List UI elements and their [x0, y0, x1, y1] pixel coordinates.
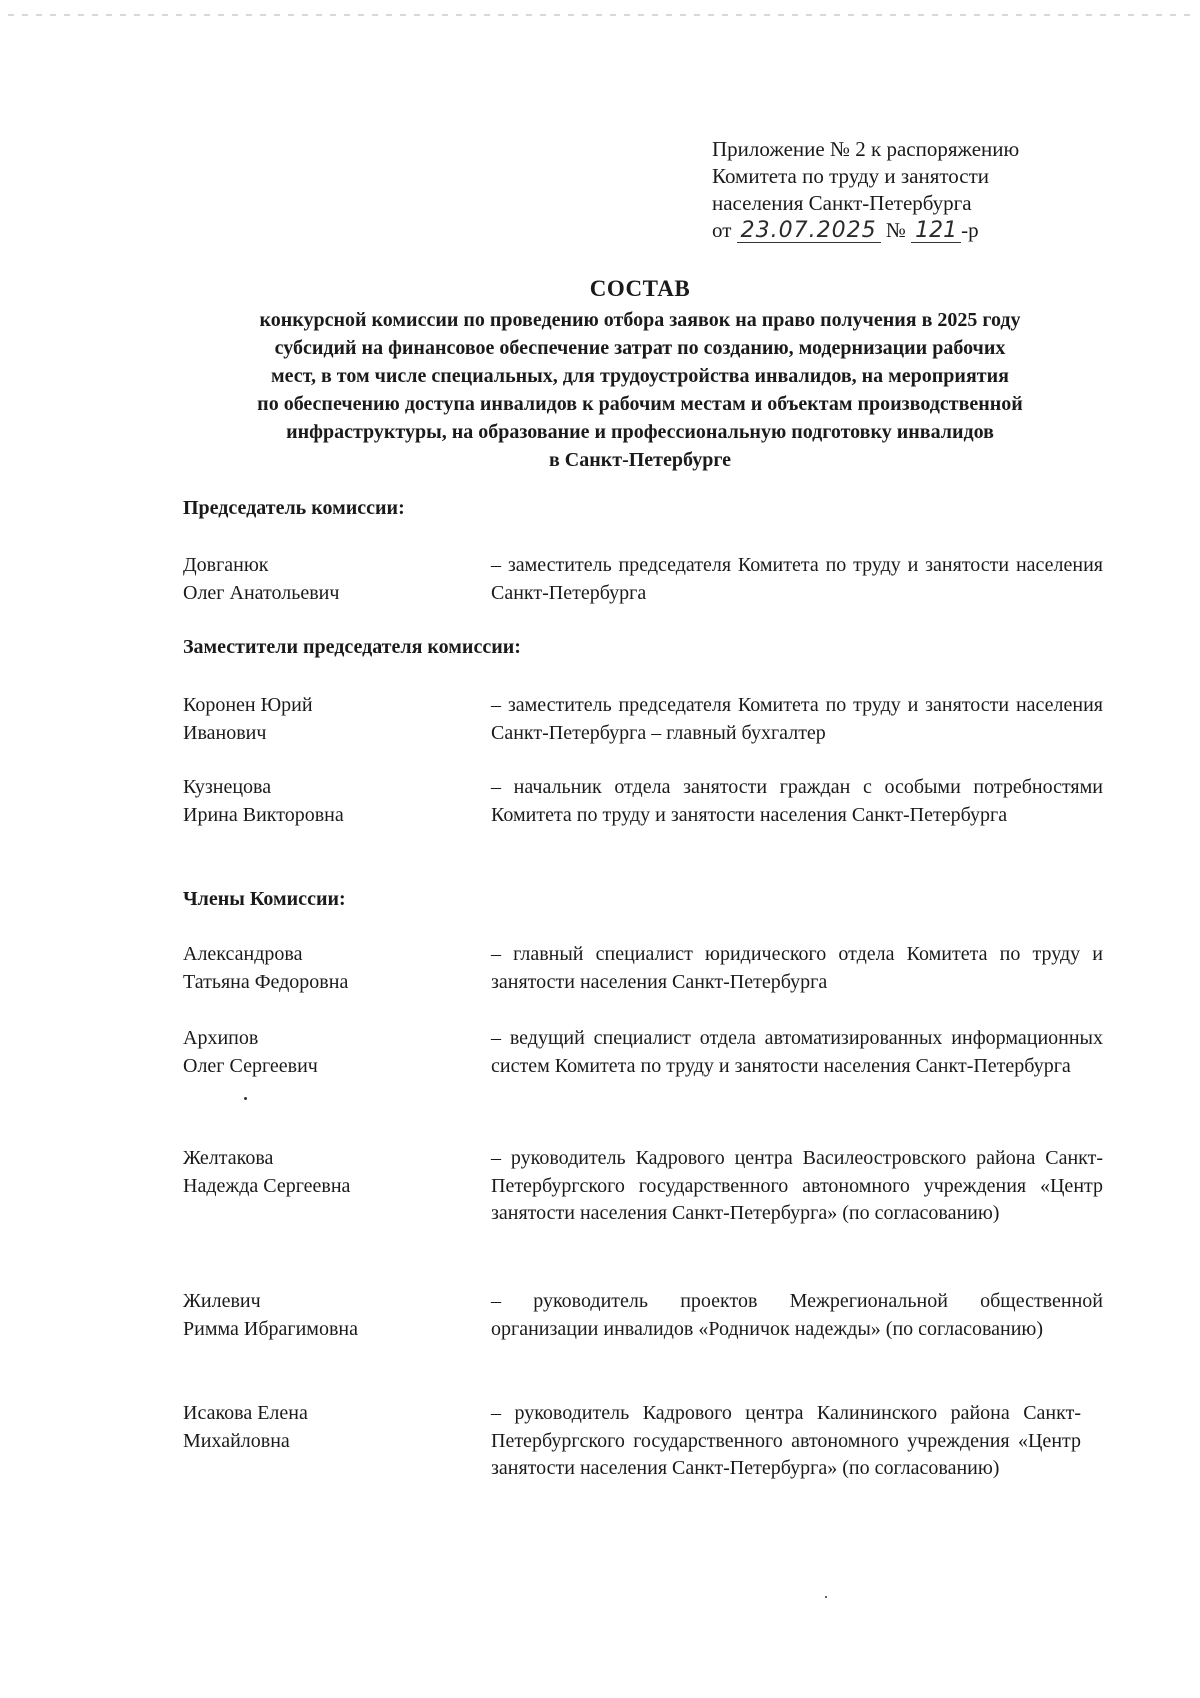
- person-entry: [183, 1400, 1103, 1515]
- person-name: [183, 774, 463, 829]
- person-entry: [183, 552, 1103, 612]
- person-role: – начальник отдела занятости граждан с особыми потребностями Комитета по труду и занятости населения Санкт-Петербурга: [491, 776, 1103, 826]
- person-given-name: Надежда Сергеевна: [183, 1174, 351, 1197]
- person-role: – заместитель председателя Комитета по труду и занятости населения Санкт-Петербурга – главный бухгалтер: [491, 694, 1103, 744]
- scan-edge-artifact: [8, 14, 1192, 16]
- person-name: [183, 1288, 463, 1343]
- title-subtitle: [170, 306, 1110, 474]
- person-role: – руководитель проектов Межрегиональной общественной организации инвалидов «Родничок надежды» (по согласованию): [491, 1290, 1103, 1340]
- title-heading: СОСТАВ: [589, 276, 691, 301]
- person-name: [183, 552, 463, 607]
- person-surname: Жилевич: [183, 1290, 261, 1312]
- person-entry: [183, 941, 1103, 1001]
- appendix-line-2: Комитета по труду и занятости: [712, 164, 990, 188]
- person-entry: [183, 1145, 1103, 1260]
- person-name: [183, 692, 463, 747]
- appendix-line-1: Приложение № 2 к распоряжению: [712, 137, 1020, 161]
- person-surname: Коронен Юрий: [183, 694, 313, 716]
- person-role: – главный специалист юридического отдела Комитета по труду и занятости населения Санкт-Петербурга: [491, 943, 1103, 993]
- person-entry: [183, 774, 1103, 859]
- appendix-date-line: [712, 217, 1132, 244]
- person-given-name: Михайловна: [183, 1429, 290, 1452]
- person-name: [183, 1145, 463, 1200]
- person-given-name: Олег Анатольевич: [183, 581, 340, 604]
- scan-speck: [825, 1596, 827, 1598]
- appendix-line-3: населения Санкт-Петербурга: [712, 191, 972, 215]
- title-line-6: в Санкт-Петербурге: [548, 449, 732, 471]
- person-name: [183, 941, 463, 996]
- person-given-name: Татьяна Федоровна: [183, 970, 349, 993]
- person-surname: Довганюк: [183, 554, 269, 576]
- person-name: [183, 1400, 463, 1455]
- person-surname: Александрова: [183, 943, 303, 965]
- title-line-3: мест, в том числе специальных, для трудоустройства инвалидов, на мероприятия: [271, 365, 1009, 387]
- person-entry: [183, 1288, 1103, 1373]
- document-title: [170, 274, 1110, 474]
- person-role: – руководитель Кадрового центра Василеостровского района Санкт-Петербургского государственного автономного учреждения «Центр занятости населения Санкт-Петербурга» (по согласованию): [491, 1147, 1103, 1224]
- person-role: – ведущий специалист отдела автоматизированных информационных систем Комитета по труду и занятости населения Санкт-Петербурга: [491, 1027, 1103, 1077]
- person-surname: Кузнецова: [183, 776, 272, 798]
- handwritten-number: 121: [911, 220, 961, 243]
- person-given-name: Иванович: [183, 721, 267, 744]
- title-line-5: инфраструктуры, на образование и профессиональную подготовку инвалидов: [286, 421, 994, 443]
- person-role: – заместитель председателя Комитета по труду и занятости населения Санкт-Петербурга: [491, 554, 1103, 604]
- title-line-2: субсидий на финансовое обеспечение затрат по созданию, модернизации рабочих: [274, 337, 1006, 359]
- appendix-header: [712, 136, 1132, 244]
- number-suffix: -р: [961, 218, 979, 242]
- person-name: [183, 1025, 463, 1080]
- date-prefix: от: [712, 218, 732, 242]
- person-entry: [183, 1025, 1103, 1110]
- number-prefix: №: [885, 218, 906, 242]
- person-given-name: Олег Сергеевич: [183, 1054, 318, 1077]
- title-line-4: по обеспечению доступа инвалидов к рабочим местам и объектам производственной: [257, 393, 1023, 415]
- person-role: – руководитель Кадрового центра Калининского района Санкт-Петербургского государственного автономного учреждения «Центр занятости населения Санкт-Петербурга» (по согласованию): [491, 1402, 1081, 1479]
- title-line-1: конкурсной комиссии по проведению отбора заявок на право получения в 2025 году: [259, 309, 1021, 331]
- section-chair: Председатель комиссии:: [183, 497, 405, 519]
- scan-speck: [244, 1097, 247, 1100]
- person-surname: Исакова Елена: [183, 1402, 308, 1424]
- person-surname: Архипов: [183, 1027, 259, 1049]
- person-surname: Желтакова: [183, 1147, 274, 1169]
- section-members: Члены Комиссии:: [183, 888, 346, 910]
- person-given-name: Ирина Викторовна: [183, 803, 344, 826]
- person-given-name: Римма Ибрагимовна: [183, 1317, 358, 1340]
- person-entry: [183, 692, 1103, 752]
- section-deputies: Заместители председателя комиссии:: [183, 636, 521, 658]
- handwritten-date: 23.07.2025: [737, 220, 881, 243]
